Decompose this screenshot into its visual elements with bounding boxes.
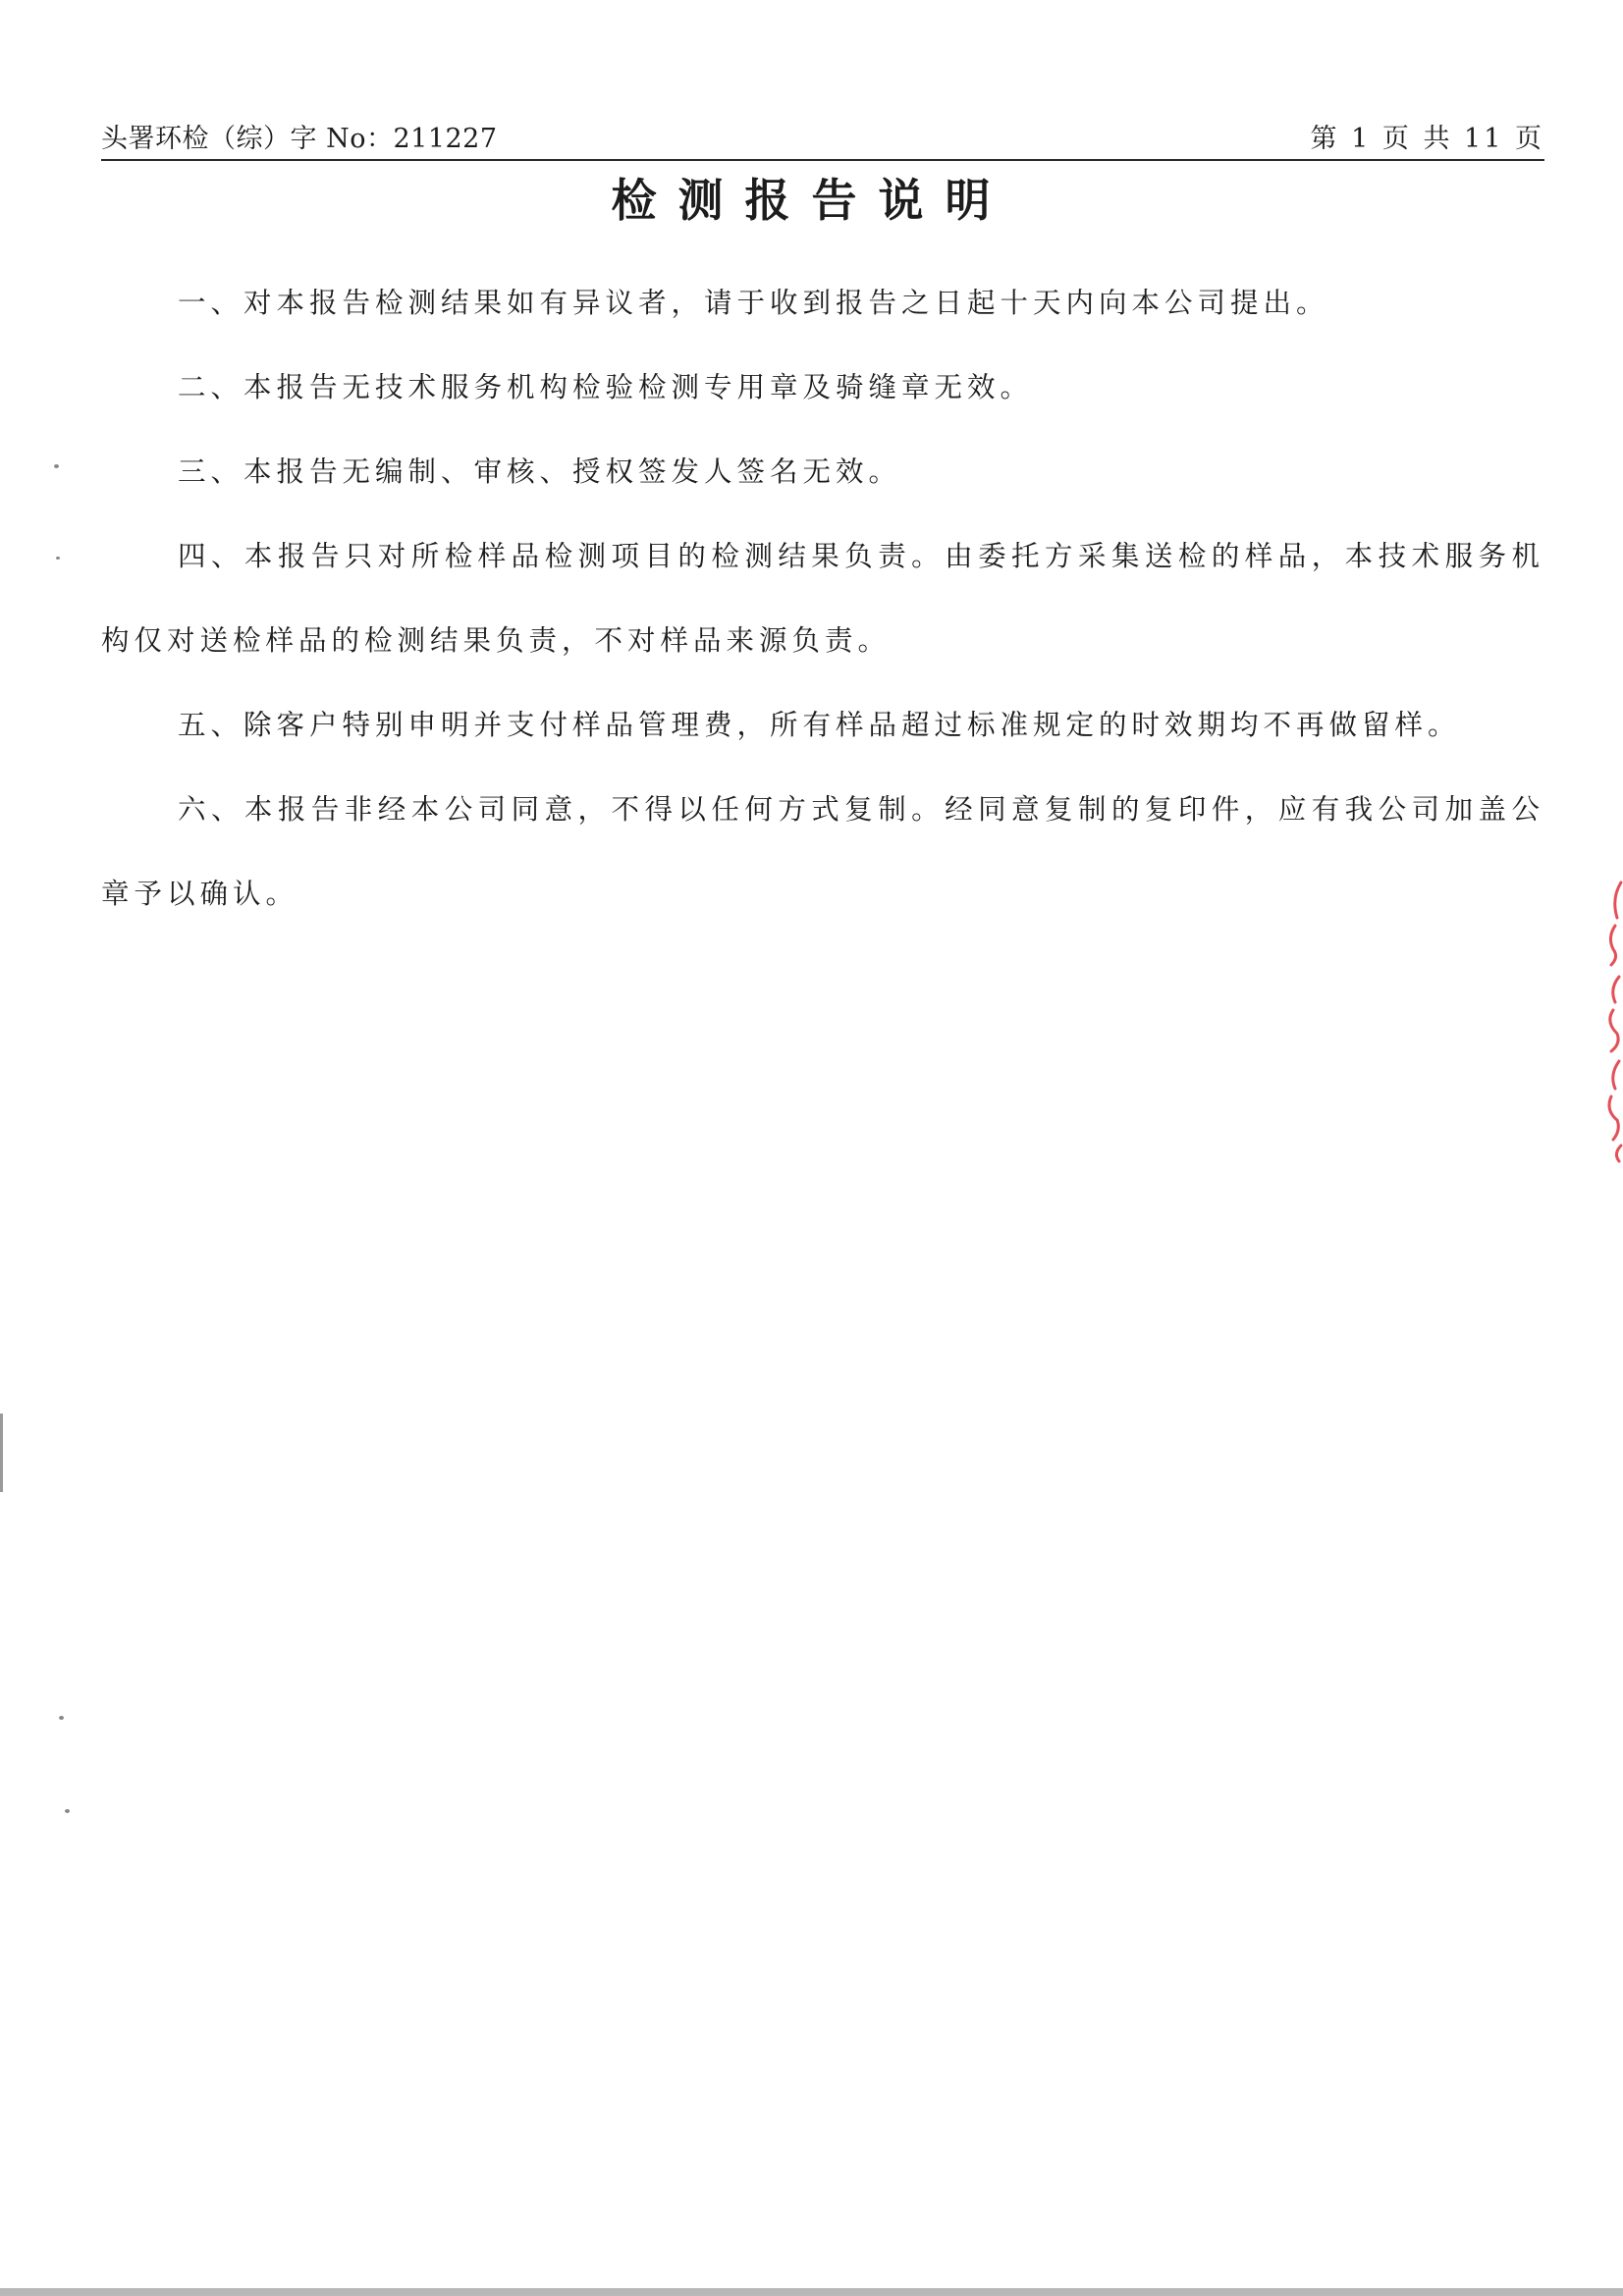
note-item: 一、对本报告检测结果如有异议者，请于收到报告之日起十天内向本公司提出。 — [178, 287, 1329, 319]
note-item: 四、本报告只对所检样品检测项目的检测结果负责。由委托方采集送检的样品，本技术服务机构仅对送检样品的检测结果负责，不对样品来源负责。 — [101, 540, 1544, 657]
page-info: 第 1 页 共 11 页 — [1310, 124, 1544, 154]
scan-speck — [54, 464, 59, 468]
scan-edge-mark — [0, 1414, 3, 1492]
notes-list — [101, 261, 1544, 936]
scan-speck — [56, 557, 60, 560]
scan-bottom-edge — [0, 2288, 1623, 2296]
report-number: 头署环检（综）字 No：211227 — [101, 124, 498, 154]
note-item: 六、本报告非经本公司同意，不得以任何方式复制。经同意复制的复印件，应有我公司加盖公章予以确认。 — [101, 793, 1544, 910]
seam-stamp-icon — [1603, 879, 1623, 1163]
scan-speck — [65, 1809, 70, 1813]
note-item: 五、除客户特别申明并支付样品管理费，所有样品超过标准规定的时效期均不再做留样。 — [178, 709, 1461, 741]
scan-speck — [59, 1716, 64, 1720]
note-item: 三、本报告无编制、审核、授权签发人签名无效。 — [178, 455, 902, 488]
report-header — [101, 116, 1544, 161]
page-title: 检测报告说明 — [611, 174, 1012, 227]
note-item: 二、本报告无技术服务机构检验检测专用章及骑缝章无效。 — [178, 371, 1034, 403]
